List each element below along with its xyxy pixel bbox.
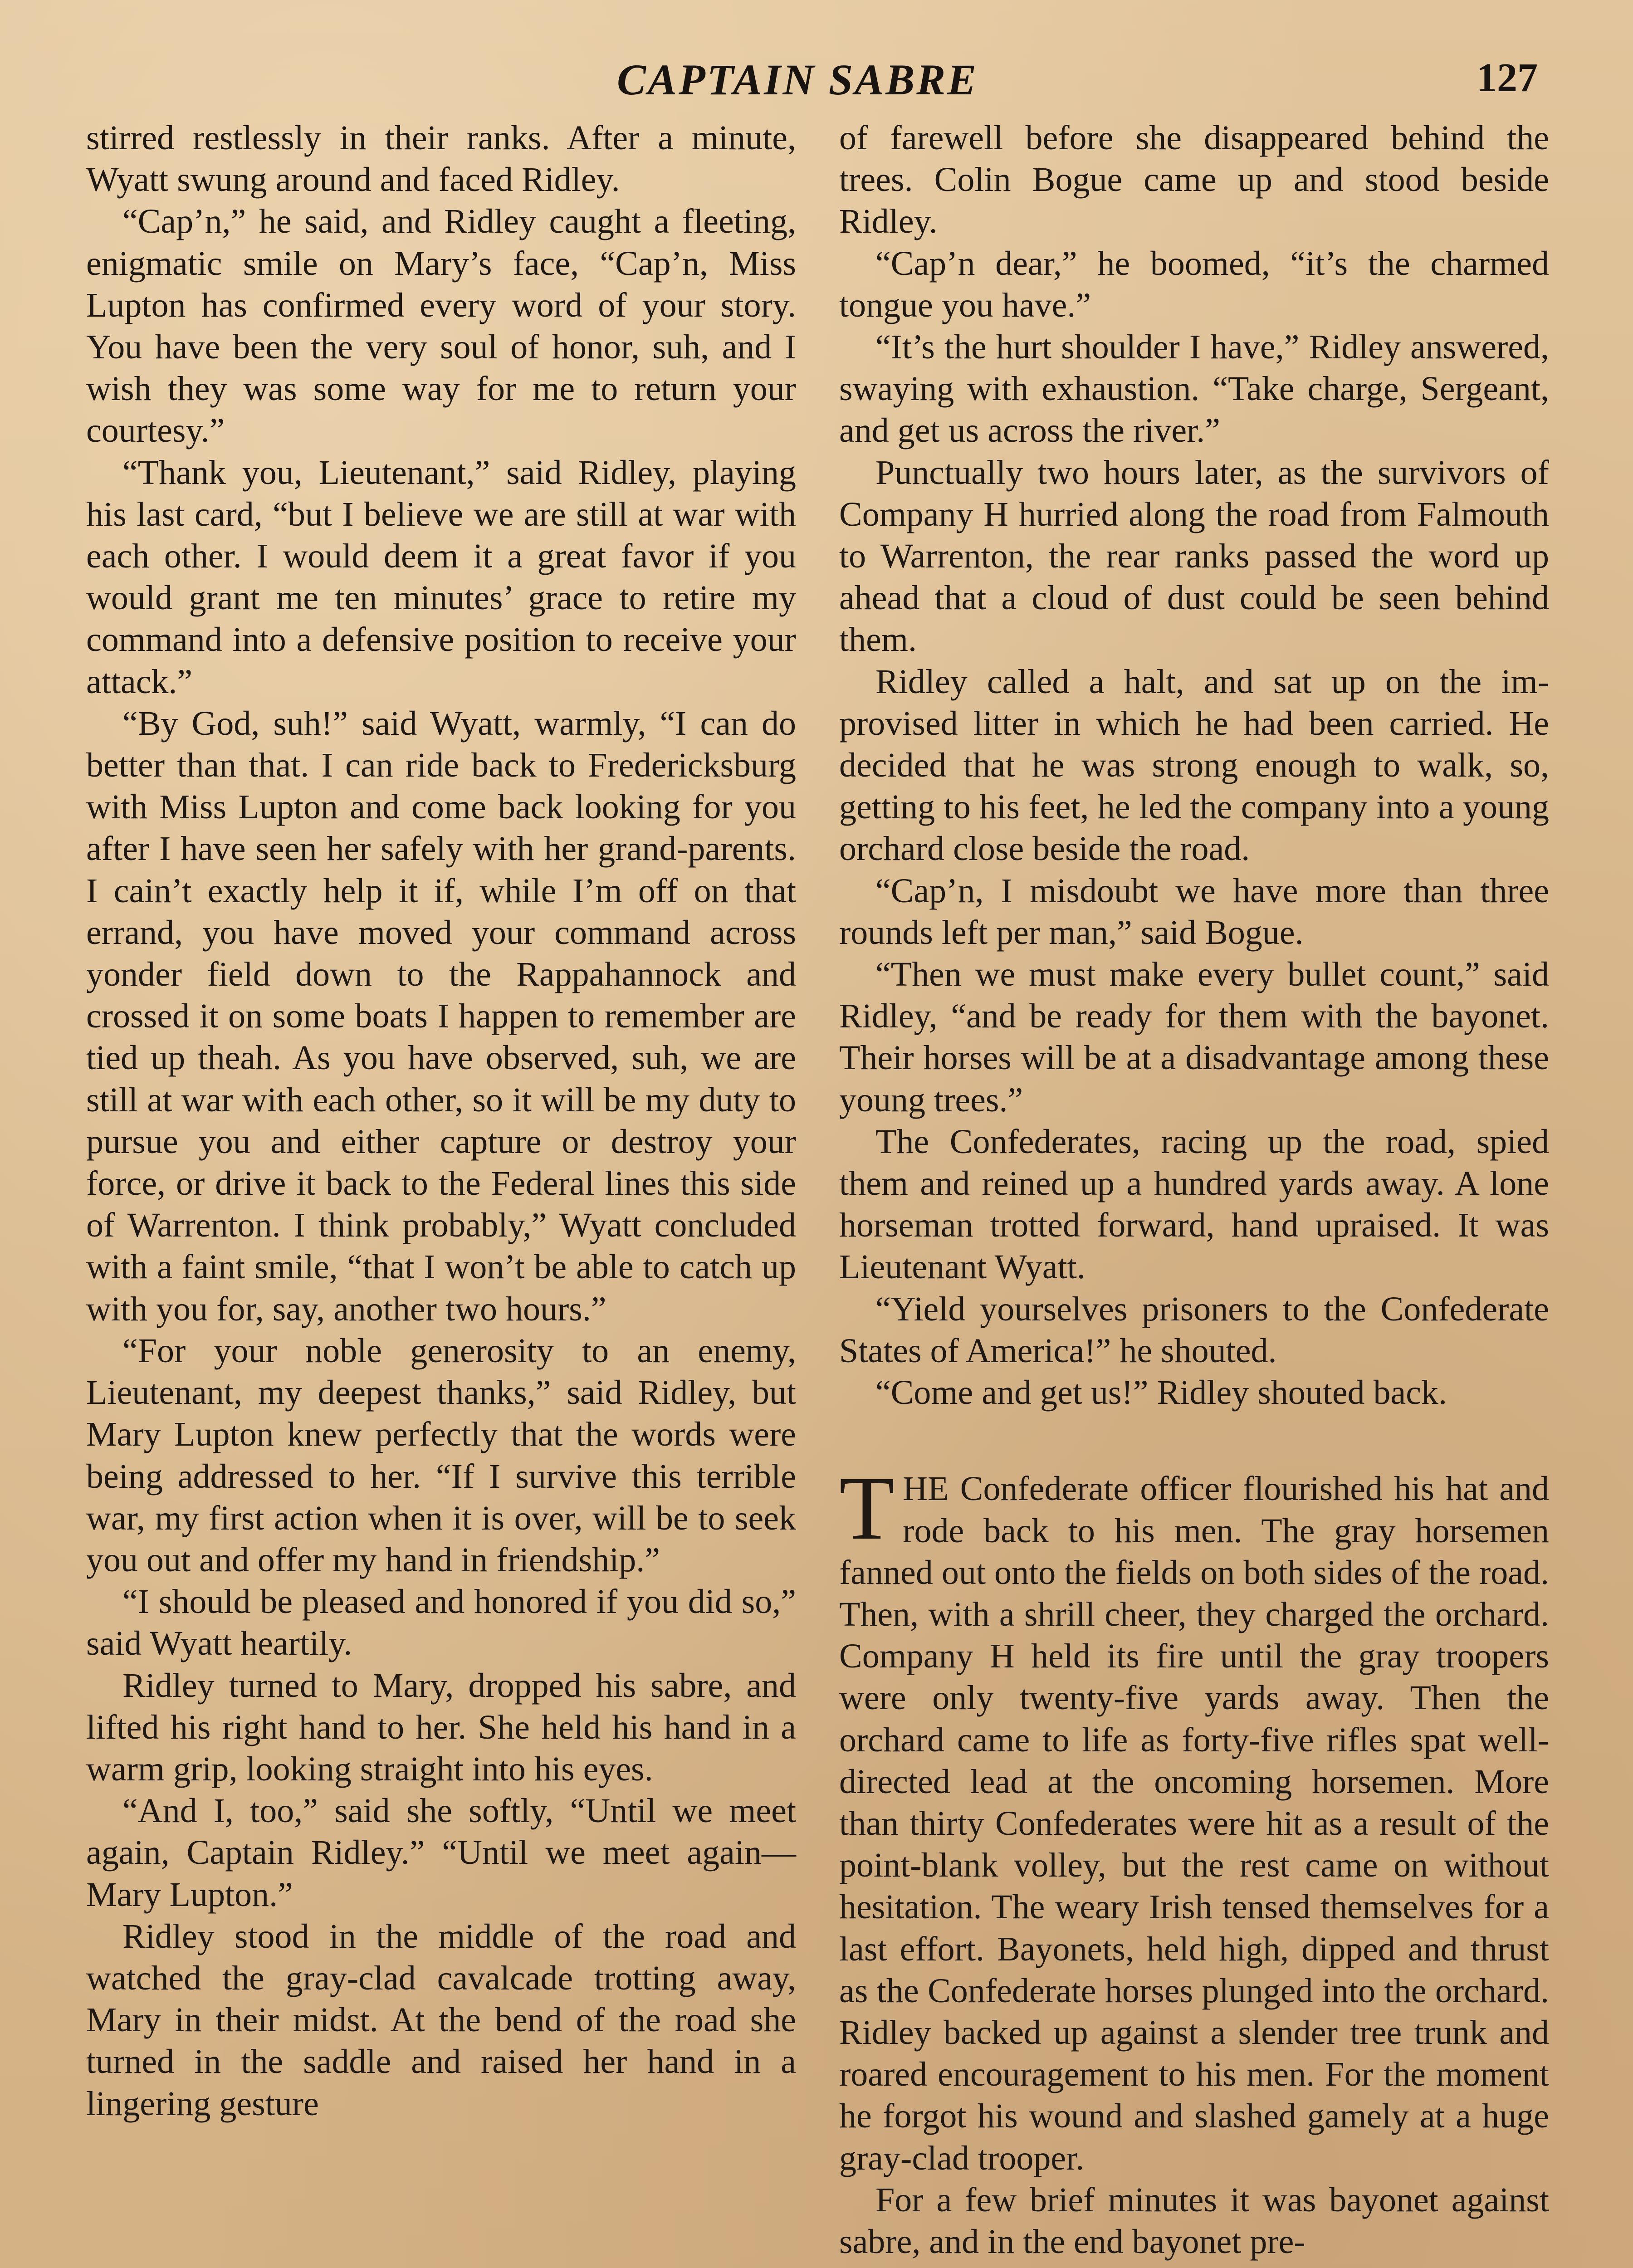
page-number: 127 bbox=[1477, 55, 1538, 100]
paragraph: Ridley turned to Mary, dropped his sabre, and lifted his right hand to her. She held his hand in a warm grip, looking straight into his eyes. bbox=[86, 1666, 796, 1788]
paragraph: The Confederates, racing up the road, spied them and reined up a hundred yards away. A lone horseman trotted forward, hand upraised. It was Lieutenant Wyatt. bbox=[839, 1122, 1549, 1286]
paragraph: Ridley stood in the middle of the road and watched the gray-clad cavalcade trotting away, Mary in their midst. At the bend of the road she turned in the saddle and raised her hand in a lingering gesture bbox=[86, 1917, 796, 2123]
paragraph: Punctually two hours later, as the survivors of Company H hurried along the road from Falmouth to Warrenton, the rear ranks passed the word up ahead that a cloud of dust could be seen behind them. bbox=[839, 453, 1549, 659]
dropcap-paragraph-text: HE Confederate officer flourished his hat and rode back to his men. The gray horsemen fanned out onto the fields on both sides of the road. Then, with a shrill cheer, they charged the orchard. Company H held its fire until the gray troopers were only twenty-five yards away. Then the orchard came to life as forty-five rifles spat well-directed lead at the oncoming horsemen. More than thirty Confederates were hit as a result of the point-blank volley, but the rest came on without hesitation. The weary Irish tensed themselves for a last effort. Bayonets, held high, dipped and thrust as the Confederate horses plunged into the orchard. Ridley backed up against a slender tree trunk and roared encouragement to his men. For the moment he forgot his wound and slashed gamely at a huge gray-clad trooper. bbox=[839, 1470, 1549, 2177]
paragraph: “Yield yourselves prisoners to the Confederate States of America!” he shouted. bbox=[839, 1290, 1549, 1370]
paragraph: “Then we must make every bullet count,” said Ridley, “and be ready for them with the bayonet. Their horses will be at a disadvantage among these young trees.” bbox=[839, 955, 1549, 1119]
paragraph: Ridley called a halt, and sat up on the improvised litter in which he had been carried. He decided that he was strong enough to walk, so, getting to his feet, he led the company into a young orchard close beside the road. bbox=[839, 662, 1549, 868]
running-head bbox=[0, 54, 1633, 113]
paragraph: “Cap’n dear,” he boomed, “it’s the charmed tongue you have.” bbox=[839, 244, 1549, 324]
drop-cap-initial: T bbox=[839, 1458, 895, 1559]
paragraph: “Come and get us!” Ridley shouted back. bbox=[875, 1374, 1447, 1412]
paragraph: “Cap’n,” he said, and Ridley caught a fleeting, enigmatic smile on Mary’s face, “Cap’n, Miss Lupton has confirmed every word of your story. You have been the very soul of honor, suh, and I wish they was some way for me to return your courtesy.” bbox=[86, 202, 796, 450]
paragraph: For a few brief minutes it was bayonet against sabre, and in the end bayonet pre- bbox=[839, 2180, 1549, 2261]
paragraph: “I should be pleased and honored if you did so,” said Wyatt heartily. bbox=[86, 1583, 796, 1663]
section-break bbox=[839, 1413, 1549, 1468]
paragraph: “Thank you, Lieutenant,” said Ridley, playing his last card, “but I believe we are still at war with each other. I would deem it a great favor if you would grant me ten minutes’ grace to retire my command into a defensive position to receive your attack.” bbox=[86, 453, 796, 701]
story-title: CAPTAIN SABRE bbox=[617, 55, 978, 104]
paragraph: “For your noble generosity to an enemy, Lieutenant, my deepest thanks,” said Ridley, but Mary Lupton knew perfectly that the words were being addressed to her. “If I survive this terrible war, my first action when it is over, will be to seek you out and offer my hand in friendship.” bbox=[86, 1331, 796, 1579]
paragraph: of farewell before she disappeared behind the trees. Colin Bogue came up and stood beside Ridley. bbox=[839, 119, 1549, 241]
paragraph: “By God, suh!” said Wyatt, warmly, “I can do better than that. I can ride back to Fredericksburg with Miss Lupton and come back looking for you after I have seen her safely with her grand-parents. I cain’t exactly help it if, while I’m off on that errand, you have moved your command across yonder field down to the Rappahannock and crossed it on some boats I happen to remember are tied up theah. As you have observed, suh, we are still at war with each other, so it will be my duty to pursue you and either capture or destroy your force, or drive it back to the Federal lines this side of Warrenton. I think probably,” Wyatt concluded with a faint smile, “that I won’t be able to catch up with you for, say, another two hours.” bbox=[86, 704, 796, 1328]
right-text-column bbox=[839, 117, 1549, 2263]
paragraph: stirred restlessly in their ranks. After a minute, Wyatt swung around and faced Ridley. bbox=[86, 119, 796, 199]
paragraph: “It’s the hurt shoulder I have,” Ridley answered, swaying with exhaustion. “Take charge, Sergeant, and get us across the river.” bbox=[839, 328, 1549, 450]
paragraph: “And I, too,” said she softly, “Until we meet again, Captain Ridley.” “Until we meet again—Mary Lupton.” bbox=[86, 1792, 796, 1914]
dropcap-paragraph bbox=[839, 1458, 1549, 2179]
paragraph: “Cap’n, I misdoubt we have more than three rounds left per man,” said Bogue. bbox=[839, 871, 1549, 952]
left-text-column bbox=[86, 117, 796, 2125]
